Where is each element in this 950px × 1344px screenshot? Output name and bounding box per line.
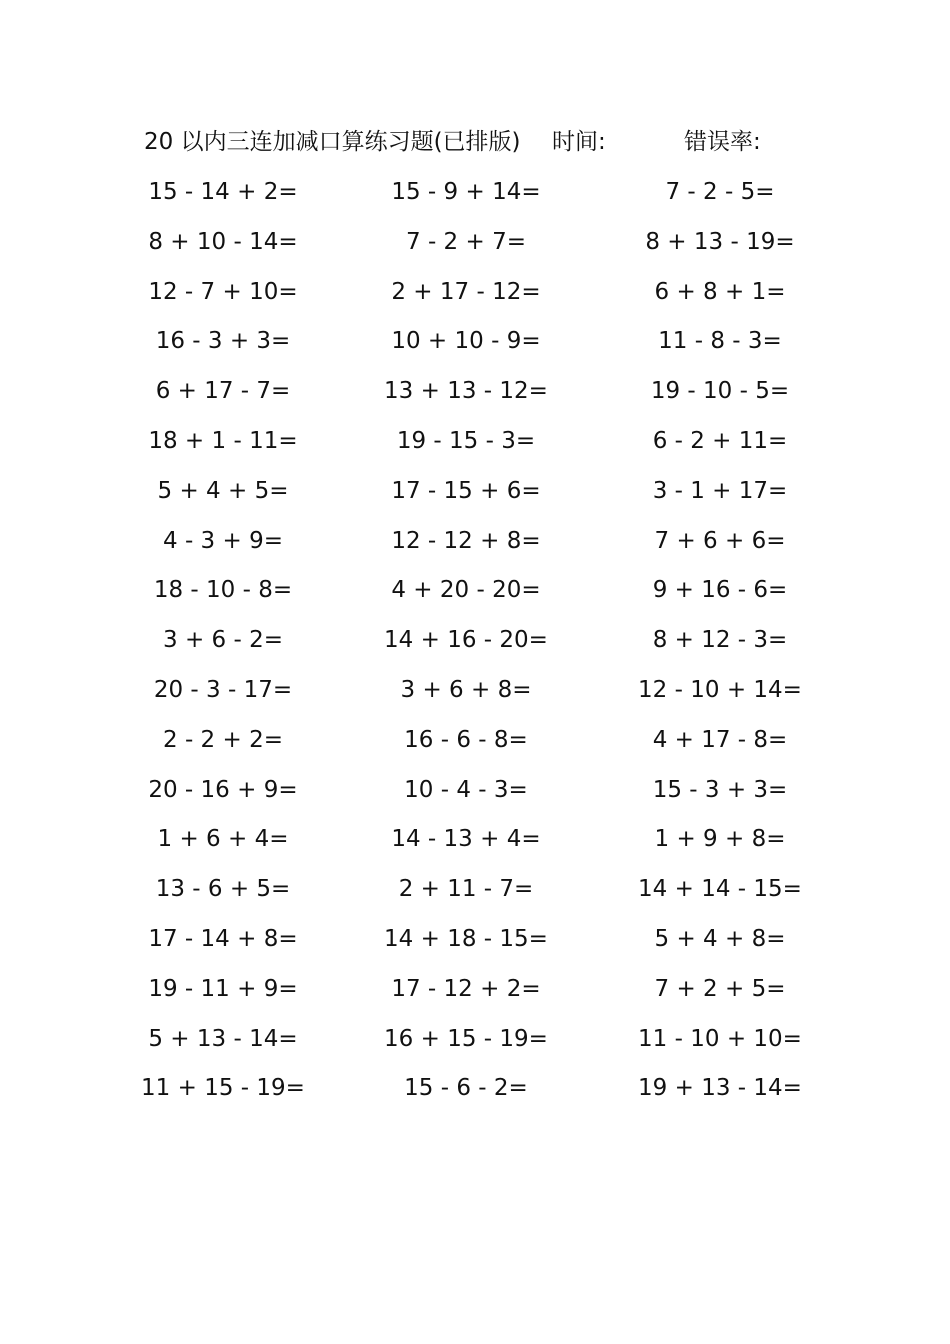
math-problem: 12 - 12 + 8= — [391, 527, 541, 554]
math-problem: 19 - 11 + 9= — [148, 975, 298, 1002]
problem-row — [0, 819, 950, 869]
math-problem: 15 - 3 + 3= — [652, 776, 788, 803]
math-problem: 16 - 6 - 8= — [404, 726, 528, 753]
math-problem: 13 + 13 - 12= — [384, 378, 548, 405]
problem-row — [0, 720, 950, 770]
worksheet-header — [0, 124, 950, 160]
math-problem: 3 - 1 + 17= — [652, 477, 788, 504]
math-problem: 3 + 6 - 2= — [163, 627, 283, 654]
problem-row — [0, 421, 950, 471]
math-problem: 5 + 4 + 8= — [654, 925, 786, 952]
math-problem: 5 + 13 - 14= — [148, 1025, 298, 1052]
math-problem: 8 + 10 - 14= — [148, 228, 298, 255]
math-problem: 17 - 12 + 2= — [391, 975, 541, 1002]
problem-row — [0, 471, 950, 521]
math-problem: 19 - 15 - 3= — [396, 427, 536, 454]
problem-row — [0, 670, 950, 720]
math-problem: 4 + 20 - 20= — [391, 577, 541, 604]
math-problem: 14 - 13 + 4= — [391, 826, 541, 853]
problem-row — [0, 969, 950, 1019]
time-label: 时间: — [552, 129, 606, 155]
math-problem: 15 - 9 + 14= — [391, 179, 541, 205]
math-problem: 8 + 12 - 3= — [652, 627, 788, 654]
math-problem: 2 + 17 - 12= — [391, 278, 541, 305]
math-problem: 20 - 3 - 17= — [153, 676, 293, 703]
math-problem: 2 - 2 + 2= — [163, 726, 283, 753]
math-problem: 15 - 6 - 2= — [404, 1075, 528, 1102]
problem-row — [0, 521, 950, 571]
math-problem: 11 - 10 + 10= — [638, 1025, 802, 1052]
math-problem: 3 + 6 + 8= — [400, 676, 532, 703]
problem-row — [0, 172, 950, 222]
math-problem: 12 - 10 + 14= — [638, 676, 802, 703]
math-problem: 13 - 6 + 5= — [155, 876, 291, 903]
math-problem: 11 - 8 - 3= — [658, 328, 782, 355]
math-problem: 7 - 2 + 7= — [406, 228, 526, 255]
problem-row — [0, 620, 950, 670]
problem-row — [0, 272, 950, 322]
math-problem: 6 + 8 + 1= — [654, 278, 786, 305]
math-problem: 18 - 10 - 8= — [153, 577, 293, 604]
math-problem: 10 - 4 - 3= — [404, 776, 528, 803]
problem-row — [0, 1019, 950, 1069]
math-problem: 11 + 15 - 19= — [141, 1075, 305, 1102]
math-problem: 1 + 6 + 4= — [157, 826, 289, 853]
problem-row — [0, 919, 950, 969]
math-problem: 4 - 3 + 9= — [163, 527, 283, 554]
math-problem: 19 + 13 - 14= — [638, 1075, 802, 1102]
math-problem: 17 - 14 + 8= — [148, 925, 298, 952]
error-rate-label: 错误率: — [684, 129, 761, 155]
math-problem: 15 - 14 + 2= — [148, 179, 298, 205]
math-problem: 8 + 13 - 19= — [645, 228, 795, 255]
math-problem: 14 + 16 - 20= — [384, 627, 548, 654]
math-problem: 7 - 2 - 5= — [665, 179, 775, 205]
problem-row — [0, 321, 950, 371]
math-problem: 7 + 2 + 5= — [654, 975, 786, 1002]
math-problem: 4 + 17 - 8= — [652, 726, 788, 753]
math-problem: 7 + 6 + 6= — [654, 527, 786, 554]
problem-row — [0, 1068, 950, 1118]
problem-row — [0, 222, 950, 272]
math-problem: 12 - 7 + 10= — [148, 278, 298, 305]
math-problem: 17 - 15 + 6= — [391, 477, 541, 504]
problem-row — [0, 371, 950, 421]
problem-row — [0, 770, 950, 820]
math-problem: 9 + 16 - 6= — [652, 577, 788, 604]
math-problem: 5 + 4 + 5= — [157, 477, 289, 504]
worksheet-title: 20 以内三连加减口算练习题(已排版) — [144, 129, 521, 155]
math-problem: 14 + 14 - 15= — [638, 876, 802, 903]
math-problem: 18 + 1 - 11= — [148, 427, 298, 454]
problem-row — [0, 869, 950, 919]
math-problem: 10 + 10 - 9= — [391, 328, 541, 355]
math-problem: 1 + 9 + 8= — [654, 826, 786, 853]
math-problem: 20 - 16 + 9= — [148, 776, 298, 803]
math-problem: 16 + 15 - 19= — [384, 1025, 548, 1052]
math-problem: 14 + 18 - 15= — [384, 925, 548, 952]
math-problem: 19 - 10 - 5= — [650, 378, 790, 405]
math-problem: 16 - 3 + 3= — [155, 328, 291, 355]
math-problem: 6 - 2 + 11= — [652, 427, 788, 454]
problem-row — [0, 570, 950, 620]
math-problem: 6 + 17 - 7= — [155, 378, 291, 405]
problem-grid — [0, 172, 950, 1118]
math-problem: 2 + 11 - 7= — [398, 876, 534, 903]
